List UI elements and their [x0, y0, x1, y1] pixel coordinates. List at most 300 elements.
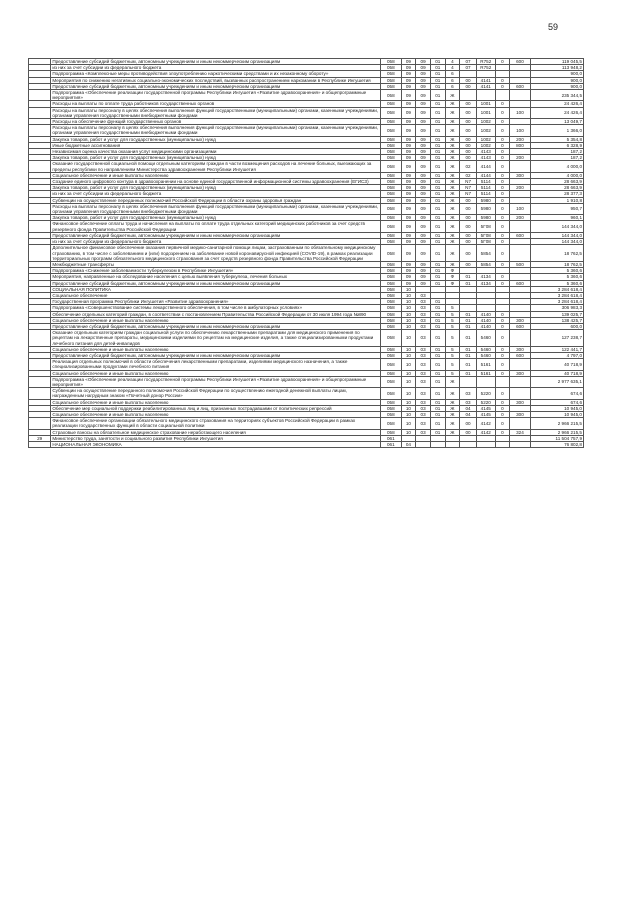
cell-c8: 0	[495, 191, 510, 197]
cell-c1: 058	[381, 317, 402, 323]
cell-c6: 00	[460, 232, 477, 238]
cell-c6: 04	[460, 411, 477, 417]
cell-c4: 01	[430, 268, 445, 274]
cell-num	[29, 330, 51, 347]
cell-c5: Ф	[445, 274, 460, 280]
cell-name: Предоставление субсидий бюджетным, автономным учреждениям и иным некоммерческим организациям	[51, 280, 381, 286]
cell-c2: 10	[401, 429, 416, 435]
cell-c3: 03	[416, 352, 431, 358]
cell-name: СОЦИАЛЬНАЯ ПОЛИТИКА	[51, 286, 381, 292]
cell-sum: 10 945,0	[530, 405, 583, 411]
cell-c9: 200	[510, 215, 531, 221]
cell-c8: 0	[495, 179, 510, 185]
cell-c4: 01	[430, 305, 445, 311]
cell-c2: 09	[401, 185, 416, 191]
cell-c1: 058	[381, 83, 402, 89]
cell-c6: 00	[460, 418, 477, 429]
cell-c8: 0	[495, 239, 510, 245]
cell-c2: 10	[401, 376, 416, 387]
cell-c8: 0	[495, 330, 510, 347]
cell-c5: Ж	[445, 418, 460, 429]
cell-c6: N7	[460, 191, 477, 197]
table-row	[29, 125, 584, 136]
cell-name: Субвенции на осуществление переданных полномочий Российской Федерации в области охраны здоровья граждан	[51, 197, 381, 203]
cell-c4: 01	[430, 388, 445, 399]
cell-c6: 02	[460, 161, 477, 172]
cell-c5: Ж	[445, 388, 460, 399]
cell-sum: 119 045,5	[530, 59, 583, 65]
cell-c9: 600	[510, 232, 531, 238]
cell-c1: 058	[381, 107, 402, 118]
cell-c3: 09	[416, 239, 431, 245]
cell-c9: 500	[510, 261, 531, 267]
cell-c9	[510, 245, 531, 262]
table-row	[29, 90, 584, 101]
table-row	[29, 359, 584, 370]
cell-c2: 09	[401, 101, 416, 107]
cell-c1: 058	[381, 323, 402, 329]
cell-name: Предоставление субсидий бюджетным, автономным учреждениям и иным некоммерческим организациям	[51, 323, 381, 329]
cell-c9	[510, 376, 531, 387]
cell-c3: 03	[416, 359, 431, 370]
cell-c1: 058	[381, 101, 402, 107]
cell-name: Предоставление субсидий бюджетным, автономным учреждениям и иным некоммерческим организациям	[51, 83, 381, 89]
cell-c1: 058	[381, 221, 402, 232]
cell-c3: 09	[416, 197, 431, 203]
cell-c6: 00	[460, 125, 477, 136]
cell-sum: 18 762,5	[530, 245, 583, 262]
cell-c2: 09	[401, 83, 416, 89]
cell-c4: 01	[430, 280, 445, 286]
cell-c6: 01	[460, 323, 477, 329]
cell-c8: 0	[495, 125, 510, 136]
cell-c4: 01	[430, 90, 445, 101]
cell-c5: 4	[445, 59, 460, 65]
cell-c1: 058	[381, 280, 402, 286]
cell-c2: 09	[401, 203, 416, 214]
cell-c1: 058	[381, 136, 402, 142]
cell-sum: 900,0	[530, 83, 583, 89]
cell-c8: 0	[495, 107, 510, 118]
cell-name: Создание единого цифрового контура в здравоохранении на основе единой государственной информационной системы здравоохранения (ЕГИСЗ)	[51, 179, 381, 185]
table-row	[29, 161, 584, 172]
cell-num	[29, 418, 51, 429]
cell-c1: 058	[381, 65, 402, 71]
cell-c2: 09	[401, 191, 416, 197]
cell-c4: 01	[430, 245, 445, 262]
cell-name: Дополнительное финансовое обеспечение оказания первичной медико-санитарной помощи лицам, застрахованным по обязательному медицинскому страхованию, в том числе с заболеванием и (или) подозрением на заболевание новой коронавирусной инфекцией (COVID-19), в рамках реализации территориальных программ обязательного медицинского страхования за счет средств резервного фонда Правительства Российской Федерации	[51, 245, 381, 262]
cell-c6: 01	[460, 370, 477, 376]
cell-c3: 03	[416, 405, 431, 411]
cell-c2: 09	[401, 149, 416, 155]
cell-name: Оказание отдельным категориям граждан социальной услуги по обеспечению лекарственными препаратами для медицинского применения по рецептам на лекарственные препараты, медицинскими изделиями по рецептам на медицинские изделия, а также специализированными продуктами лечебного питания для детей-инвалидов	[51, 330, 381, 347]
cell-c7: 5Г08	[476, 221, 495, 232]
cell-c4: 01	[430, 370, 445, 376]
cell-name: НАЦИОНАЛЬНАЯ ЭКОНОМИКА	[51, 442, 381, 448]
cell-c6: 00	[460, 429, 477, 435]
cell-c1: 058	[381, 292, 402, 298]
cell-num	[29, 245, 51, 262]
cell-c6: 00	[460, 101, 477, 107]
cell-name: Министерство труда, занятости и социального развития Республики Ингушетия	[51, 435, 381, 441]
cell-c1: 058	[381, 77, 402, 83]
cell-sum: 1 910,8	[530, 197, 583, 203]
cell-c7: 5114	[476, 191, 495, 197]
cell-c4: 01	[430, 299, 445, 305]
cell-c1: 061	[381, 435, 402, 441]
cell-c9: 600	[510, 323, 531, 329]
cell-c9	[510, 90, 531, 101]
cell-c7: 1002	[476, 125, 495, 136]
cell-c4: 01	[430, 203, 445, 214]
cell-c4	[430, 442, 445, 448]
cell-c5: Ж	[445, 203, 460, 214]
cell-sum: 5 360,6	[530, 274, 583, 280]
table-row	[29, 245, 584, 262]
table-row	[29, 376, 584, 387]
cell-c2: 10	[401, 388, 416, 399]
cell-c7: 5854	[476, 245, 495, 262]
cell-c7: 5460	[476, 352, 495, 358]
cell-c7: 5161	[476, 370, 495, 376]
cell-sum: 28 663,9	[530, 185, 583, 191]
cell-c8: 0	[495, 197, 510, 203]
cell-c4: 01	[430, 232, 445, 238]
cell-c1: 058	[381, 429, 402, 435]
cell-c9: 600	[510, 59, 531, 65]
cell-sum: 4 000,0	[530, 172, 583, 178]
cell-c8: 0	[495, 323, 510, 329]
cell-c4: 01	[430, 125, 445, 136]
cell-c7: 5980	[476, 197, 495, 203]
cell-c6: 02	[460, 172, 477, 178]
cell-c7: 4134	[476, 280, 495, 286]
cell-c7	[476, 90, 495, 101]
cell-sum: 138 425,7	[530, 317, 583, 323]
cell-c6: 01	[460, 352, 477, 358]
cell-c7: 4142	[476, 418, 495, 429]
cell-num	[29, 376, 51, 387]
cell-c4: 01	[430, 352, 445, 358]
cell-c9: 200	[510, 185, 531, 191]
cell-name: Подпрограмма «Обеспечение реализации государственной программы Республики Ингушетия «Развитие здравоохранения» и общепрограммные мероприятия»	[51, 376, 381, 387]
cell-c6: 04	[460, 405, 477, 411]
cell-c4: 01	[430, 191, 445, 197]
cell-c1: 058	[381, 119, 402, 125]
cell-c6: 01	[460, 311, 477, 317]
budget-table	[28, 58, 584, 448]
cell-c9	[510, 221, 531, 232]
cell-sum: 40 718,9	[530, 370, 583, 376]
cell-c1: 058	[381, 239, 402, 245]
cell-c3: 03	[416, 299, 431, 305]
cell-c5: 6	[445, 71, 460, 77]
cell-c7: 4145	[476, 411, 495, 417]
cell-c3: 09	[416, 274, 431, 280]
cell-c5: Ж	[445, 179, 460, 185]
cell-name: Расходы на обеспечение функций государственных органов	[51, 119, 381, 125]
cell-c7: 1001	[476, 107, 495, 118]
cell-name: Обеспечение мер социальной поддержки реабилитированных лиц и лиц, признанных пострадавшими от политических репрессий	[51, 405, 381, 411]
cell-c9: 300	[510, 370, 531, 376]
cell-c7: 4144	[476, 172, 495, 178]
cell-c6: 00	[460, 142, 477, 148]
cell-c1: 058	[381, 370, 402, 376]
cell-c1: 058	[381, 376, 402, 387]
cell-sum: 10 945,0	[530, 411, 583, 417]
cell-name: Межбюджетные трансферты	[51, 261, 381, 267]
cell-c7: 5980	[476, 215, 495, 221]
cell-c1: 058	[381, 268, 402, 274]
cell-name: Независимая оценка качества оказания услуг медицинскими организациями	[51, 149, 381, 155]
cell-sum: 144 344,0	[530, 239, 583, 245]
cell-c7: 5Г08	[476, 232, 495, 238]
cell-c2: 09	[401, 197, 416, 203]
cell-name: Страховые взносы на обязательное медицинское страхование неработающего населения	[51, 429, 381, 435]
cell-c6: 01	[460, 346, 477, 352]
cell-c4: 01	[430, 161, 445, 172]
cell-c2: 10	[401, 299, 416, 305]
cell-c2: 09	[401, 107, 416, 118]
cell-c5: 6	[445, 83, 460, 89]
cell-c1: 058	[381, 71, 402, 77]
cell-c9: 600	[510, 280, 531, 286]
cell-name: Иные бюджетные ассигнования	[51, 142, 381, 148]
cell-c2: 09	[401, 59, 416, 65]
cell-c3: 03	[416, 370, 431, 376]
cell-c8: 0	[495, 429, 510, 435]
cell-c3: 09	[416, 161, 431, 172]
cell-c5: Ж	[445, 172, 460, 178]
cell-c5	[445, 442, 460, 448]
cell-c8: 0	[495, 388, 510, 399]
table-row	[29, 418, 584, 429]
cell-sum: 900,0	[530, 77, 583, 83]
cell-c4: 01	[430, 215, 445, 221]
cell-c2: 09	[401, 232, 416, 238]
cell-c4: 01	[430, 359, 445, 370]
cell-c4: 01	[430, 221, 445, 232]
cell-sum: 2 966 215,5	[530, 429, 583, 435]
cell-name: Подпрограмма «Обеспечение реализации государственной программы Республики Ингушетия «Развитие здравоохранения» и общепрограммные мероприятия»	[51, 90, 381, 101]
cell-c7: 1002	[476, 142, 495, 148]
cell-c2: 09	[401, 119, 416, 125]
cell-sum: 113 948,2	[530, 65, 583, 71]
cell-c2: 09	[401, 90, 416, 101]
cell-sum: 960,1	[530, 215, 583, 221]
cell-c5: Ж	[445, 429, 460, 435]
cell-c7: 4140	[476, 311, 495, 317]
cell-c4: 01	[430, 107, 445, 118]
cell-c7: 1002	[476, 119, 495, 125]
cell-c5: Ж	[445, 90, 460, 101]
cell-name: Подпрограмма «Снижение заболеваемости туберкулезом в Республике Ингушетия»	[51, 268, 381, 274]
cell-c5: Ж	[445, 101, 460, 107]
cell-c7: 5161	[476, 359, 495, 370]
cell-c8: 0	[495, 172, 510, 178]
cell-c2: 09	[401, 155, 416, 161]
cell-c3: 03	[416, 429, 431, 435]
cell-c4: 01	[430, 149, 445, 155]
cell-c6: 07	[460, 65, 477, 71]
cell-name: Финансовое обеспечение организации обязательного медицинского страхования на территориях субъектов Российской Федерации в рамках реализации государственных функций в области социальной политики	[51, 418, 381, 429]
cell-c3: 03	[416, 292, 431, 298]
cell-c8: 0	[495, 83, 510, 89]
cell-c7: 5980	[476, 203, 495, 214]
cell-c7	[476, 442, 495, 448]
cell-c2: 09	[401, 71, 416, 77]
cell-c5: 5	[445, 305, 460, 311]
cell-name: Социальное обеспечение и иные выплаты населению	[51, 172, 381, 178]
cell-c1: 058	[381, 405, 402, 411]
table-row	[29, 388, 584, 399]
cell-sum: 5 360,6	[530, 268, 583, 274]
cell-c4: 01	[430, 179, 445, 185]
cell-c1: 058	[381, 359, 402, 370]
cell-c1: 058	[381, 90, 402, 101]
cell-c4: 01	[430, 101, 445, 107]
cell-c5: Ж	[445, 239, 460, 245]
cell-c5: 5	[445, 323, 460, 329]
cell-c2: 09	[401, 280, 416, 286]
cell-sum: 674,6	[530, 388, 583, 399]
cell-c6: 00	[460, 245, 477, 262]
cell-c4: 01	[430, 411, 445, 417]
cell-c5: Ж	[445, 197, 460, 203]
cell-c4: 01	[430, 405, 445, 411]
cell-sum: 18 762,5	[530, 261, 583, 267]
cell-c3: 03	[416, 411, 431, 417]
cell-c4: 01	[430, 323, 445, 329]
cell-c7: 5220	[476, 388, 495, 399]
cell-c5: Ж	[445, 376, 460, 387]
cell-c1: 058	[381, 125, 402, 136]
cell-c8: 0	[495, 346, 510, 352]
cell-c5: Ж	[445, 399, 460, 405]
cell-num	[29, 388, 51, 399]
cell-c3: 09	[416, 191, 431, 197]
cell-name: Социальное обеспечение и иные выплаты населению	[51, 411, 381, 417]
cell-c6: 03	[460, 399, 477, 405]
cell-c6: 00	[460, 107, 477, 118]
cell-c8: 0	[495, 418, 510, 429]
cell-c5: Ж	[445, 142, 460, 148]
cell-c6: 00	[460, 77, 477, 83]
cell-c1: 058	[381, 142, 402, 148]
cell-c3: 09	[416, 268, 431, 274]
cell-name: Подпрограмма «Совершенствование системы лекарственного обеспечения, в том числе в амбулаторных условиях»	[51, 305, 381, 311]
cell-c4: 01	[430, 418, 445, 429]
cell-c5: Ж	[445, 245, 460, 262]
cell-c5: Ж	[445, 261, 460, 267]
cell-sum: 306 983,3	[530, 305, 583, 311]
cell-c2: 04	[401, 442, 416, 448]
cell-c1: 058	[381, 203, 402, 214]
cell-c5: Ж	[445, 191, 460, 197]
page-number: 59	[548, 22, 559, 32]
cell-c2: 09	[401, 245, 416, 262]
cell-c4: 01	[430, 185, 445, 191]
cell-c5: Ж	[445, 136, 460, 142]
cell-c8: 0	[495, 245, 510, 262]
cell-name: Расходы на выплаты по оплате труда работников государственных органов	[51, 101, 381, 107]
table-row	[29, 203, 584, 214]
cell-sum: 40 718,9	[530, 359, 583, 370]
cell-c1: 058	[381, 330, 402, 347]
cell-c7: 4142	[476, 429, 495, 435]
table-row	[29, 330, 584, 347]
cell-c8: 0	[495, 359, 510, 370]
cell-c7: 4140	[476, 317, 495, 323]
cell-name: Субвенции на осуществление переданного полномочия Российской Федерации по осуществлению ежегодной денежной выплаты лицам, награжденным нагрудным знаком «Почетный донор России»	[51, 388, 381, 399]
cell-name: Мероприятия по снижению негативных социально-экономических последствий, вызванных распространением наркомании в Республике Ингушетия	[51, 77, 381, 83]
cell-c8: 0	[495, 261, 510, 267]
cell-c8: 0	[495, 203, 510, 214]
cell-sum: 950,7	[530, 203, 583, 214]
cell-c1: 058	[381, 388, 402, 399]
cell-c2: 09	[401, 179, 416, 185]
cell-c3: 09	[416, 245, 431, 262]
cell-c6: 00	[460, 215, 477, 221]
cell-sum: 4 797,0	[530, 352, 583, 358]
cell-c2: 10	[401, 399, 416, 405]
cell-num	[29, 203, 51, 214]
cell-c1: 058	[381, 286, 402, 292]
cell-c9: 600	[510, 352, 531, 358]
cell-c3: 09	[416, 90, 431, 101]
cell-c9	[510, 442, 531, 448]
cell-c5: Ж	[445, 161, 460, 172]
cell-c2: 09	[401, 125, 416, 136]
table-row	[29, 107, 584, 118]
cell-c6: 01	[460, 274, 477, 280]
cell-c8: 0	[495, 352, 510, 358]
cell-c2: 09	[401, 268, 416, 274]
cell-c1: 058	[381, 311, 402, 317]
cell-c1: 058	[381, 185, 402, 191]
cell-sum: 674,6	[530, 399, 583, 405]
cell-c2: 09	[401, 215, 416, 221]
cell-name: Финансовое обеспечение оплаты труда и начисления на выплаты по оплате труда отдельных категорий медицинских работников за счет средств резервного фонда Правительства Российской Федерации	[51, 221, 381, 232]
cell-c2: 10	[401, 418, 416, 429]
cell-c2: 10	[401, 286, 416, 292]
cell-c8: 0	[495, 405, 510, 411]
cell-sum: 6 328,9	[530, 142, 583, 148]
cell-name: Социальное обеспечение и иные выплаты населению	[51, 317, 381, 323]
cell-c5: Ж	[445, 185, 460, 191]
cell-sum: 2 966 215,5	[530, 418, 583, 429]
cell-c2: 10	[401, 370, 416, 376]
cell-sum: 3 284 618,4	[530, 299, 583, 305]
cell-c3: 09	[416, 232, 431, 238]
cell-c1: 058	[381, 245, 402, 262]
cell-c3: 09	[416, 101, 431, 107]
cell-c9	[510, 330, 531, 347]
cell-c8: 0	[495, 370, 510, 376]
cell-c4: 01	[430, 119, 445, 125]
cell-c3: 09	[416, 155, 431, 161]
cell-c8: 0	[495, 232, 510, 238]
table-row	[29, 77, 584, 83]
cell-c2: 09	[401, 221, 416, 232]
cell-c2: 10	[401, 323, 416, 329]
cell-sum: 235 344,5	[530, 90, 583, 101]
cell-c8: 0	[495, 136, 510, 142]
cell-name: из них за счет субсидии из федерального бюджета	[51, 191, 381, 197]
cell-c7: 1002	[476, 136, 495, 142]
cell-c3: 03	[416, 311, 431, 317]
cell-c8: 0	[495, 101, 510, 107]
